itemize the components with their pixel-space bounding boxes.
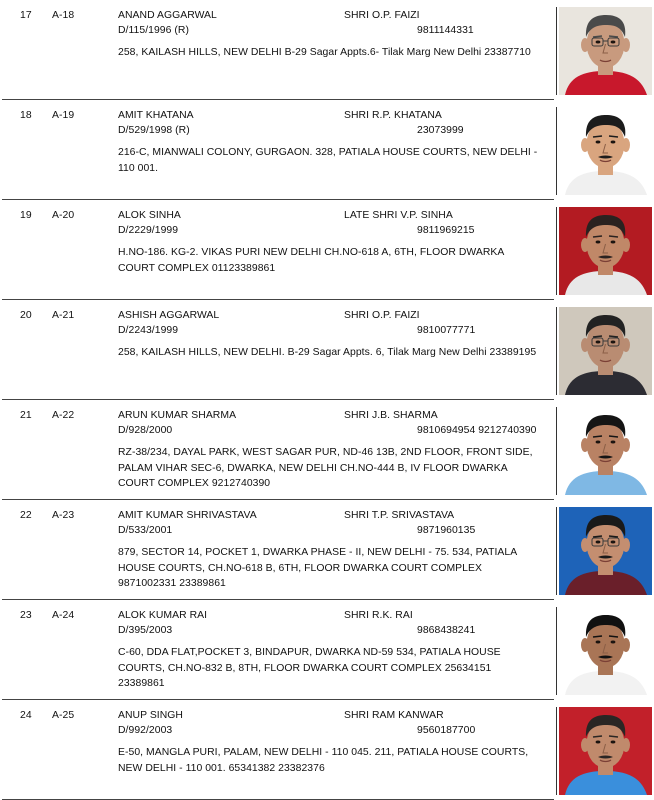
record-row (2, 100, 652, 200)
serial-number: 21 (20, 410, 32, 421)
phone-number: 9810694954 9212740390 (417, 425, 537, 436)
registration-number: A-22 (52, 410, 75, 421)
registration-number: A-23 (52, 510, 75, 521)
portrait-photo (559, 507, 652, 595)
photo-cell (556, 407, 653, 495)
portrait-photo (559, 307, 652, 395)
advocate-name: ALOK KUMAR RAI (118, 610, 208, 621)
portrait-photo (559, 207, 652, 295)
advocate-name: ANUP SINGH (118, 710, 183, 721)
photo-cell (556, 307, 653, 395)
father-name: SHRI R.P. KHATANA (344, 110, 442, 121)
record-row (2, 600, 652, 700)
advocate-name: ASHISH AGGARWAL (118, 310, 220, 321)
advocate-name: ARUN KUMAR SHARMA (118, 410, 237, 421)
enrolment-number: D/395/2003 (118, 625, 173, 636)
address-block: 258, KAILASH HILLS, NEW DELHI. B-29 Sagar Appts. 6, Tilak Marg New Delhi 23389195 (118, 347, 537, 358)
photo-cell (556, 607, 653, 695)
serial-number: 18 (20, 110, 32, 121)
father-name: SHRI RAM KANWAR (344, 710, 444, 721)
portrait-photo (559, 407, 652, 495)
portrait-illustration (559, 607, 652, 695)
phone-number: 23073999 (417, 125, 464, 136)
phone-number: 9868438241 (417, 625, 476, 636)
record-row (2, 700, 652, 800)
portrait-illustration (559, 407, 652, 495)
registration-number: A-18 (52, 10, 75, 21)
registration-number: A-24 (52, 610, 75, 621)
registration-number: A-25 (52, 710, 75, 721)
serial-number: 19 (20, 210, 32, 221)
father-name: SHRI T.P. SRIVASTAVA (344, 510, 455, 521)
enrolment-number: D/115/1996 (R) (118, 25, 189, 36)
advocate-name: ANAND AGGARWAL (118, 10, 217, 21)
enrolment-number: D/533/2001 (118, 525, 173, 536)
portrait-photo (559, 607, 652, 695)
record-row (2, 200, 652, 300)
serial-number: 22 (20, 510, 32, 521)
serial-number: 17 (20, 10, 32, 21)
enrolment-number: D/529/1998 (R) (118, 125, 190, 136)
registration-number: A-20 (52, 210, 75, 221)
portrait-illustration (559, 707, 652, 795)
record-row (2, 400, 652, 500)
father-name: SHRI R.K. RAI (344, 610, 413, 621)
address-block: 879, SECTOR 14, POCKET 1, DWARKA PHASE - II, NEW DELHI - 75. 534, PATIALA HOUSE COURTS, CH.NO-618 B, 6TH, FLOOR DWARKA COURT COMPLEX 9871002331 23389861 (118, 547, 517, 590)
registration-number: A-21 (52, 310, 75, 321)
address-block: RZ-38/234, DAYAL PARK, WEST SAGAR PUR, ND-46 13B, 2ND FLOOR, FRONT SIDE, PALAM VIHAR SEC-6, DWARKA, NEW DELHI CH.NO-444 B, IV FLOOR DWARKA COURT COMPLEX 9212740390 (118, 447, 533, 490)
serial-number: 20 (20, 310, 32, 321)
address-block: 216-C, MIANWALI COLONY, GURGAON. 328, PATIALA HOUSE COURTS, NEW DELHI - 110 001. (118, 147, 538, 174)
registration-number: A-19 (52, 110, 75, 121)
phone-number: 9810077771 (417, 325, 476, 336)
enrolment-number: D/928/2000 (118, 425, 173, 436)
father-name: SHRI J.B. SHARMA (344, 410, 438, 421)
portrait-illustration (559, 207, 652, 295)
record-row (2, 0, 652, 100)
portrait-illustration (559, 507, 652, 595)
portrait-photo (559, 107, 652, 195)
phone-number: 9560187700 (417, 725, 476, 736)
phone-number: 9871960135 (417, 525, 476, 536)
photo-cell (556, 207, 653, 295)
portrait-photo (559, 7, 652, 95)
father-name: SHRI O.P. FAIZI (344, 310, 420, 321)
enrolment-number: D/2229/1999 (118, 225, 179, 236)
phone-number: 9811969215 (417, 225, 475, 236)
photo-cell (556, 107, 653, 195)
enrolment-number: D/992/2003 (118, 725, 173, 736)
serial-number: 24 (20, 710, 32, 721)
father-name: SHRI O.P. FAIZI (344, 10, 420, 21)
portrait-illustration (559, 307, 652, 395)
address-block: H.NO-186. KG-2. VIKAS PURI NEW DELHI CH.NO-618 A, 6TH, FLOOR DWARKA COURT COMPLEX 01123389861 (118, 247, 504, 274)
photo-cell (556, 7, 653, 95)
portrait-photo (559, 707, 652, 795)
photo-cell (556, 707, 653, 795)
phone-number: 9811144331 (417, 25, 474, 36)
address-block: 258, KAILASH HILLS, NEW DELHI B-29 Sagar Appts.6- Tilak Marg New Delhi 23387710 (118, 47, 531, 58)
father-name: LATE SHRI V.P. SINHA (344, 210, 453, 221)
photo-cell (556, 507, 653, 595)
advocate-name: AMIT KUMAR SHRIVASTAVA (118, 510, 257, 521)
address-block: C-60, DDA FLAT,POCKET 3, BINDAPUR, DWARKA ND-59 534, PATIALA HOUSE COURTS, CH.NO-832 B, 8TH, FLOOR DWARKA COURT COMPLEX 25634151 23389861 (118, 647, 501, 690)
portrait-illustration (559, 107, 652, 195)
address-block: E-50, MANGLA PURI, PALAM, NEW DELHI - 110 045. 211, PATIALA HOUSE COURTS, NEW DELHI - 110 001. 65341382 23382376 (118, 747, 529, 774)
portrait-illustration (559, 7, 652, 95)
serial-number: 23 (20, 610, 32, 621)
advocate-name: ALOK SINHA (118, 210, 181, 221)
record-row (2, 500, 652, 600)
enrolment-number: D/2243/1999 (118, 325, 179, 336)
advocate-name: AMIT KHATANA (118, 110, 194, 121)
record-row (2, 300, 652, 400)
